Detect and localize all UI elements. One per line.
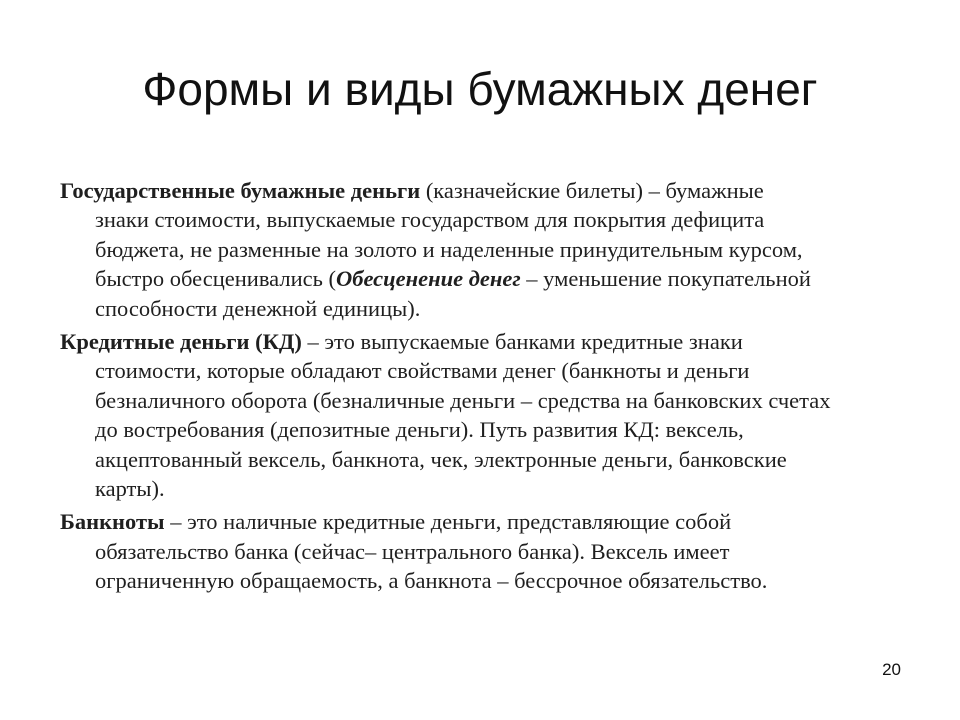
slide-body bbox=[60, 176, 890, 600]
text-fragment: – уменьшение покупательной bbox=[520, 266, 811, 292]
text-fragment: (казначейские билеты) – бумажные bbox=[420, 178, 764, 203]
text-line: карты). bbox=[95, 476, 165, 502]
text-line: обязательство банка (сейчас– центрального банка). Вексель имеет bbox=[95, 538, 730, 564]
text-line: ограниченную обращаемость, а банкнота – бессрочное обязательство. bbox=[95, 568, 768, 594]
paragraph-credit-money bbox=[60, 327, 890, 503]
text-line: способности денежной единицы). bbox=[95, 295, 421, 321]
text-line bbox=[60, 507, 890, 536]
text-line: стоимости, которые обладают свойствами денег (банкноты и деньги bbox=[95, 358, 750, 384]
paragraph-state-paper-money bbox=[60, 176, 890, 323]
text-line: бюджета, не разменные на золото и наделенные принудительным курсом, bbox=[95, 236, 803, 262]
text-fragment: – это наличные кредитные деньги, представляющие собой bbox=[164, 509, 732, 535]
text-line: акцептованный вексель, банкнота, чек, электронные деньги, банковские bbox=[95, 446, 787, 472]
paragraph-banknotes bbox=[60, 507, 890, 595]
text-line: безналичного оборота (безналичные деньги – средства на банковских счетах bbox=[95, 387, 831, 413]
term-banknotes: Банкноты bbox=[60, 509, 165, 535]
page-number: 20 bbox=[882, 660, 901, 679]
term-credit-money: Кредитные деньги (КД) bbox=[60, 329, 302, 355]
text-line: знаки стоимости, выпускаемые государством для покрытия дефицита bbox=[95, 207, 765, 233]
text-fragment: быстро обесценивались ( bbox=[95, 266, 336, 292]
slide-title: Формы и виды бумажных денег bbox=[142, 63, 818, 115]
text-fragment: – это выпускаемые банками кредитные знаки bbox=[301, 329, 743, 355]
term-money-depreciation: Обесценение денег bbox=[335, 266, 521, 292]
text-line bbox=[60, 176, 890, 205]
text-line bbox=[60, 264, 890, 293]
text-line: до востребования (депозитные деньги). Путь развития КД: вексель, bbox=[95, 417, 744, 443]
term-state-paper-money: Государственные бумажные деньги bbox=[60, 178, 421, 203]
text-line bbox=[60, 327, 890, 356]
